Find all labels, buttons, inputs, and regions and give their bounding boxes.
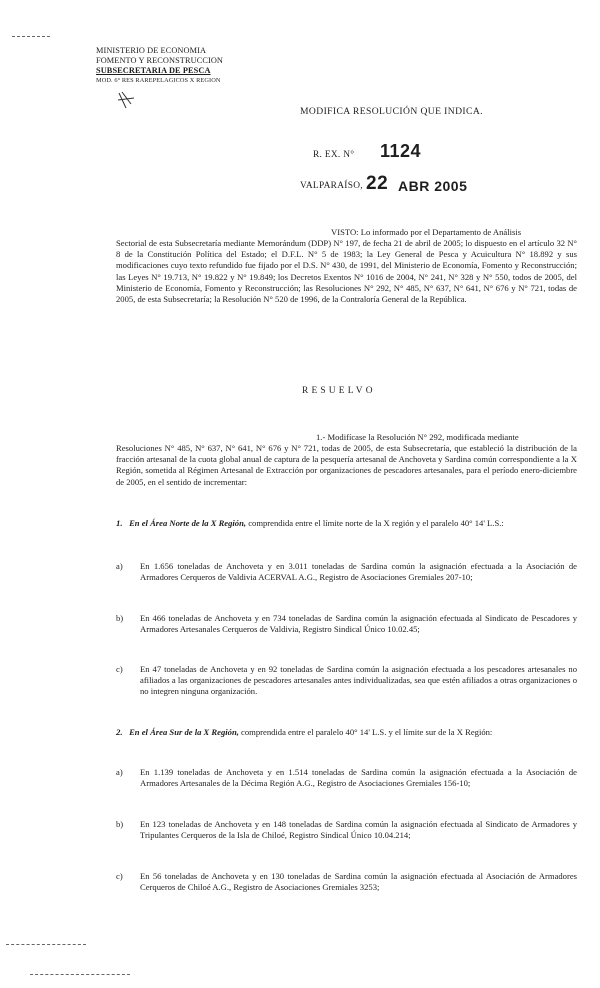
document-title: MODIFICA RESOLUCIÓN QUE INDICA. — [300, 106, 483, 117]
section1-c-letter: c) — [116, 664, 123, 674]
ministry-line-2: FOMENTO Y RECONSTRUCCION — [96, 56, 224, 65]
section1-a-text: En 1.656 toneladas de Anchoveta y en 3.011 toneladas de Sardina común la asignación efectuada a la Asociación de Armadores Cerqueros de Valdivia ACERVAL A.G., Registro de Asociaciones Gremiales 207-10; — [140, 561, 577, 583]
section1-heading — [116, 518, 577, 529]
scan-mark-bottom-2 — [30, 974, 130, 975]
section1-b-letter: b) — [116, 613, 124, 623]
section2-number: 2. — [116, 727, 123, 737]
section1-a-letter: a) — [116, 561, 123, 571]
date-month-year: ABR 2005 — [398, 178, 468, 194]
visto-first-text: Lo informado por el Departamento de Análisis — [360, 227, 522, 237]
initials-mark — [116, 90, 136, 112]
section2-c-letter: c) — [116, 871, 123, 881]
section2-c-text: En 56 toneladas de Anchoveta y en 130 toneladas de Sardina común la asignación efectuada al Asociación de Armadores Cerqueros de Chiloé A.G., Registro de Asociaciones Gremiales 3253; — [140, 871, 577, 893]
visto-lead: VISTO: — [331, 227, 359, 237]
section1-area: En el Área Norte de la X Región, — [129, 518, 247, 528]
section2-b-text: En 123 toneladas de Anchoveta y en 148 toneladas de Sardina común la asignación efectuada al Sindicato de Armadores y Tripulantes Cerqueros de la Isla de Chiloé, Registro Sindical Único 10.04.214; — [140, 819, 577, 841]
scan-mark-top — [12, 36, 50, 37]
resolution-number: 1124 — [380, 141, 422, 161]
scan-mark-bottom — [6, 944, 86, 945]
visto-first-line — [331, 227, 577, 238]
ministry-line-4: MOD. 6° RES RAREPELAGICOS X REGION — [96, 77, 221, 84]
section1-rest: comprendida entre el límite norte de la X región y el paralelo 40° 14' L.S.: — [248, 518, 504, 528]
section2-a-letter: a) — [116, 767, 123, 777]
article1-paragraph: Resoluciones N° 485, N° 637, N° 641, N° 676 y N° 721, todas de 2005, de esta Subsecretaría, que estableció la distribución de la fracción artesanal de la cuota global anual de captura de la pesquería artesanal de Anchoveta y Sardina común correspondiente a la X Región, sometida al Régimen Artesanal de Extracción por organizaciones de pescadores artesanales, para el período enero-diciembre de 2005, en el sentido de incrementar: — [116, 443, 577, 487]
visto-paragraph: Sectorial de esta Subsecretaría mediante Memorándum (DDP) N° 197, de fecha 21 de abril de 2005; lo dispuesto en el artículo 32 N° 8 de la Constitución Política del Estado; el D.F.L. N° 5 de 1983; la Ley General de Pesca y Acuicultura N° 18.892 y sus modificaciones cuyo texto refundido fue fijado por el D.S. N° 430, de 1991, del Ministerio de Economía, Fomento y Reconstrucción; las Leyes N° 19.713, N° 19.822 y N° 19.849; los Decretos Exentos N° 1016 de 2004, N° 241, N° 328 y N° 550, todos de 2005, del Ministerio de Economía, Fomento y Reconstrucción; las Resoluciones N° 292, N° 485, N° 637, N° 641, N° 676 y N° 721, todas de 2005, de esta Subsecretaría; la Resolución N° 520 de 1996, de la Contraloría General de la República. — [116, 238, 577, 305]
section1-number: 1. — [116, 518, 123, 528]
ministry-line-3: SUBSECRETARIA DE PESCA — [96, 66, 211, 75]
section1-c-text: En 47 toneladas de Anchoveta y en 92 toneladas de Sardina común la asignación efectuada a los pescadores artesanales no afiliados a las organizaciones de pescadores artesanales antes individualizadas, sea que estén afiliados a otras organizaciones o no integren ninguna organización. — [140, 664, 577, 697]
section2-b-letter: b) — [116, 819, 124, 829]
section1-b-text: En 466 toneladas de Anchoveta y en 734 toneladas de Sardina común la asignación efectuada al Sindicato de Pescadores y Armadores Artesanales Cerqueros de Valdivia, Registro Sindical Único 10.02.45; — [140, 613, 577, 635]
section2-area: En el Área Sur de la X Región, — [129, 727, 239, 737]
section2-heading — [116, 727, 577, 738]
date-city: VALPARAÍSO, — [300, 181, 363, 191]
article1-first-line: 1.- Modifícase la Resolución N° 292, modificada mediante — [316, 432, 519, 442]
resuelvo-heading: RESUELVO — [302, 386, 376, 396]
section2-rest: comprendida entre el paralelo 40° 14' L.S. y el límite sur de la X Región: — [241, 727, 493, 737]
resolution-label: R. EX. N° — [313, 150, 355, 160]
ministry-header — [96, 46, 266, 86]
date-day: 22 — [366, 173, 389, 194]
ministry-line-1: MINISTERIO DE ECONOMIA — [96, 46, 207, 55]
section2-a-text: En 1.139 toneladas de Anchoveta y en 1.514 toneladas de Sardina común la asignación efectuada a la Asociación de Armadores Artesanales de la Décima Región A.G., Registro de Asociaciones Gremiales 156-10; — [140, 767, 577, 789]
